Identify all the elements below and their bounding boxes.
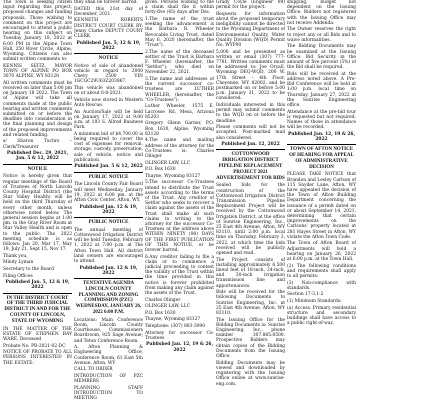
divider <box>74 217 143 218</box>
notice-text: Locations: Main Conference Room, Lincoln County Courthouse, Commissioners Boardroom, 925 Sage Avenue; and Teton Conference Room. <box>74 317 143 344</box>
divider <box>287 144 356 145</box>
column-4 <box>216 0 285 400</box>
column-5 <box>287 0 356 400</box>
notice-text: Telephone: (307) 883-3090 <box>145 324 206 330</box>
notice-text: Thayne, Wyoming 83127 <box>145 317 201 323</box>
notice-text: Grady Coyle (Engineer 89) permit for the project. <box>216 0 285 11</box>
notice-heading: TOWN OF AFTON NOTICE OF HEARING FOR APPEAL OF ADMINISTRATIVE DECISION <box>289 147 354 170</box>
notice-text: INTRODUCTION OF PZC MEMBERS <box>74 374 143 385</box>
notice-text: shipping, budget not dependent on the Issuing Office. Bidders not registered with the Issuing Office may not receive Addenda. <box>287 0 356 26</box>
notice-text: 3.The name and addresses of the current successor co-trustees are LUTHER WHEELER, (hereinafter, the "Co-Trustees"): <box>145 77 214 103</box>
notice-text: CALL TO ORDER <box>74 367 113 373</box>
publication-dates: Published Jan. 5, 12 & 19, 2022 <box>5 280 70 291</box>
notice-heading: NOTICE <box>98 56 119 61</box>
notice-text: P.O. Box 1630 <box>145 167 176 173</box>
notice-text: 1.The name of the trust seeking the advancement is the Barbara R. Wheeler Revocable Living Trust, dated May 6, 2020 (hereinafter, the "Trust"). <box>145 17 214 49</box>
notice-text: (1) Minimum Standards: <box>287 299 342 305</box>
divider <box>74 172 143 173</box>
notice-text: Requests for information about the proposed temporary ineligibility cannot be directed to the Wyoming Department of Environmental Quality, Water Quality Division (WQD) Permit No. WYP00 <box>216 11 285 49</box>
publication-dates: Published Jan. 5, 12 & 19, 2022 <box>76 40 141 51</box>
publication-dates: Published Jan. 12, 19 & 26, 2022 <box>145 342 214 353</box>
notice-text: 5,000 and be presented as written or email (307) 777-7781. Written comments must be addressed to: Joe Oryall, Wyoming DEQ-WQD, 200 W. 17th Street – 4th Floor, Cheyenne, WY 82002, and be postmarked on or before 5:00 p.m. January 31, 2022 to be considered. <box>216 49 285 102</box>
divider <box>74 278 143 279</box>
notice-text: The Town of Afton Board of Adjustments will hold a hearing on January 26, 2022 at 6:00 p.m. at the Town Hall. <box>287 241 356 263</box>
notice-text: DATED this 21st day of December, 2021. <box>74 6 143 17</box>
notice-text: Notice of sale of abandoned vehicle in regard to 2000 Chevy 2500 VIN 1GCGC29U63Z203867. <box>74 63 143 85</box>
notice-text: Attorney for successor Co-Trustees <box>145 330 214 341</box>
divider <box>216 149 285 150</box>
notice-text: A minimum bid of $4,700.00 is being required to cover the cost of expenses for removal, storage, custody, preservation, sale of vehicle, notice and publication. <box>74 131 143 163</box>
notice-text: Individuals interested in this permit may submit comments to the WQD on or before the deadline. <box>216 103 285 124</box>
notice-text: Filing Offices <box>3 273 33 279</box>
notice-text: Probate No. PR-2021-02-DC <box>3 343 66 349</box>
notice-text: KENNETH ROBERTS DISTRICT COURT CLERK BY: Jenny Clarke DEPUTY COURT CLERK <box>74 18 143 39</box>
notice-text: Please comments will not be accepted. Post-marked mail also considered. <box>216 125 285 141</box>
publication-dates: Published Jan. 12 & 19, 2022 <box>79 204 138 215</box>
notice-heading: NOTICE <box>27 166 48 172</box>
publication-dates: Published Jan. 5 & 12, 2022 <box>74 164 143 170</box>
notice-text: given. Persons wishing to file a claim shall file it within forty-five (45) days after Dec. <box>145 0 214 16</box>
notice-text: (3) Non-compliance with standards. <box>287 280 356 291</box>
notice-text: Gregory Glenn Garner, P.O. Box 1630, Alpine, Wyoming 83128 <box>145 121 214 137</box>
notice-heading: PUBLIC NOTICE <box>88 174 129 180</box>
publication-dates: Published Jan. 12 & 19, 2022 <box>79 265 138 276</box>
notice-text: Mindy Lyman <box>3 260 34 266</box>
notice-text: Vehicle now stored in Western Auto Rescue. <box>74 97 143 108</box>
notice-text: PLANNING STAFF INTRODUCTION TO MEETING <box>74 385 143 400</box>
publication-dates: Published Jan. 12, 2022 <box>221 142 280 148</box>
notice-text: OLINGER LAW, LLC <box>145 160 191 166</box>
notice-text: PLEASE TAKE NOTICE that Brandon and Lesley Carlson of 115 Snyder Lane, Afton, WY have appealed the decision of the Town of Afton Building Department concerning the issuance of a permit dated on or about September 14, 2021, determining that certain improvements on the Carlsons' property located at 281 Hayes Street in Afton, WY violate the Afton Town Code. <box>287 172 356 240</box>
notice-text: The Project consists of installing approximately 6,500 lineal feet of 18-inch, 24-inch, and 30-inch irrigation transmission line and appurtenances. <box>216 257 285 289</box>
notice-text: (2) The following conditions and requirements shall apply to all permits: <box>287 263 356 280</box>
notice-text: The Lincoln County Fair Board will meet Wednesday, January 19, 2022 at 6:00 pm. at the Afton Civic Center, Afton, WY. <box>74 182 143 204</box>
divider <box>3 293 72 294</box>
notice-text: OLINGER LAW, LLC <box>145 304 191 310</box>
notice-text: 2.The name of the deceased settlor of the Trust is Barbara F. Wheeler (hereinafter, the "Settlor"), who died on November 22, 2021. <box>145 49 214 76</box>
notice-address: KENNIS SEITZ, MAYOR TOWN OF ALPINE PO BOX 3070 ALPINE, WY 83128 <box>3 63 72 80</box>
notice-text: Section 17-3.1-2 <box>287 292 324 298</box>
notice-text: The Owner reserves the right to reject any or all Bids and to waive informalities. <box>287 27 356 43</box>
notice-text: Thayne, Wyoming 83127 <box>145 173 201 179</box>
notice-heading: IN THE DISTRICT COURT OF THE THIRD JUDICIAL DISTRICT IN AND FOR THE COUNTY OF LINCOLN, STATE OF WYOMING <box>4 295 71 324</box>
notice-text: Bids will be received for the following Documents to Sunrise Engineering, Inc. at 25 East 4th Avenue, Afton, WY 83110. <box>216 290 285 317</box>
notice-heading: COTTONWOOD IRRIGATION DISTRICT PIPELINE REPLACEMENT PROJECT 2021 ADVERTISEMENT FOR BIDS <box>216 152 285 181</box>
notice-heading: PUBLIC NOTICE <box>88 220 129 226</box>
notice-text: Thank you, <box>3 253 28 259</box>
publication-dates: Published Jan. 12, 19 & 26, 2022 <box>287 131 356 143</box>
column-3 <box>145 0 214 400</box>
notice-text: IN THE MATTER OF THE ESTATE OF STEPHEN RAY WARE, Deceased <box>3 326 72 343</box>
column-1 <box>3 0 72 400</box>
notice-text: All written comments must be received on later than 5:00 pm on January 18 2022. The Town of Alpine will take all comments made at the public hearing and written comments submitted on or before the deadline into consideration in the final planning and design of the proposed improvements and related funding. <box>3 80 72 138</box>
notice-text: The Issuing Office for the Bidding Documents is: Sunrise Engineering, Inc., phone number 307.885.8500. Prospective Bidders may obtain copies of the Bidding Documents from the Issuing Office. <box>216 317 285 360</box>
notice-heading: TENTATIVE AGENDA LINCOLN COUNTY PLANNING AND ZONING COMMISSION (PZC) WEDNESDAY, JANUARY 26, 2022 6:00 P.M. <box>75 281 142 316</box>
divider <box>74 53 143 54</box>
notice-signature: s/ Sharon Tuchrs – Clerk/Treasurer <box>3 139 72 150</box>
notice-text: they shall be forever barred. <box>74 0 138 5</box>
notice-text: A. Afton Planning & Engineering Office, Conference Room, 61 East 5th Avenue, Afton, WY <box>74 345 143 366</box>
publication-dates: Published Dec. 29, 2021, Jan. 5 & 12, 2022 <box>6 151 69 162</box>
notice-text: (a) Access. Primary residential structure and secondary buildings shall have access to a public right-of-way. <box>287 305 356 327</box>
notice-text: The annual meeting of Cottonwood Irrigation District will be held Tuesday, February 1, 2022 at 7:00 p.m. at The Afton Town Hall. All district land owners are encouraged to attend. <box>74 227 143 265</box>
divider <box>3 164 72 165</box>
notice-text: 6.Any creditor failing to file a claim or to commence a judicial proceeding to contest the validity of the Trust within the time provided in this notice is forever prohibited from making any claim against the assets of the Trust. <box>145 254 214 297</box>
notice-text: Charles Olinger <box>145 297 181 303</box>
column-2 <box>74 0 143 400</box>
notice-text: Attendance at the pre-bid tour is requested but not required. Names of those in attendance will be recorded. <box>287 109 356 131</box>
notice-text: Luther Wheeler, 1575 E. Lacrosse Rd, Mesa, Arizona 85203 <box>145 104 214 120</box>
notice-text: The Bidding Documents may be examined at the Issuing Office. Bid Security in the amount of five percent (5%) of the Bid shall be required. <box>287 44 356 71</box>
notice-text: An Auction/Sale will be held on January 17, 2022 at 9:00 a.m. at 103 S. Allred Business Park. <box>74 109 143 131</box>
notice-text: Bidding Documents may be viewed and downloaded by registering with the Issuing Office online at www.sunrise-eng.com. <box>216 360 285 387</box>
notice-text: This vehicle was abandoned on or about 6-8-2021. <box>74 86 143 97</box>
notice-text: P.O. Box 1630 <box>145 310 176 316</box>
notice-text: NOTICE OF PROBATE TO ALL PERSONS INTERESTED IN THE ESTATE: <box>3 350 72 366</box>
notice-text: 4.The name and mailing address of the attorney for the Co-Trustees is: Charles Olinger <box>145 138 214 160</box>
notice-text: Secretary to the Board <box>3 267 54 273</box>
notice-text: Bids will be received at the address noted above. A Pre-Bid Conference will be held at 1:00 p.m. local time on Thursday, January 27, 2022 at the Sunrise Engineering office. <box>287 71 356 109</box>
notice-text: Sealed bids for the construction of the Cottonwood Irrigation District Transmission Pipeline Replacement Project will be received by the Cottonwood Irrigation District, at the office of Sunrise Engineering, Inc., 25 East 4th Avenue, Afton, WY 83110, until 2:00 p.m. local time on Thursday, February 3, 2022, at which time the bids received will be publicly opened and read. <box>216 183 285 257</box>
notice-text: Notice is hereby given that regular meetings of the Board of Trustees of North Lincoln County Hospital District (the Star Valley Health) will be held on the third Thursday of every other month, unless otherwise noted below. The general session begins at 1:00 pm. in the Gray River Room at Star Valley Health and is open to the public. The 2022 meeting schedule is as follows: Jan 20, Mar 17, May 19, July 21, Sept 15, Nov 17. <box>3 174 72 253</box>
notice-text: 5.The successor Co-Trustees intend to distribute the Trust assets according to the terms of the Trust. Any creditor of Settlor who seeks to recover a claim against the assets of the Trust shall make all such claims in writing to the attorney for the successor Co-Trustees at the address above WITHIN NINETY (90) DAYS OF THE FIRST PUBLICATION OF THIS NOTICE, or be forever barred. <box>145 180 214 254</box>
notice-text: The Town is seeking citizen input regarding this project, proposed changes and funding proposals. Those wishing to comment on this project are encouraged to attend a public hearing on this subject on Tuesday January 18, 2022 at 6:00 PM in the Alpine Town Hall, 250 River Circle, Alpine, Wyoming. Citizens can also submit written comments to: <box>3 0 72 63</box>
